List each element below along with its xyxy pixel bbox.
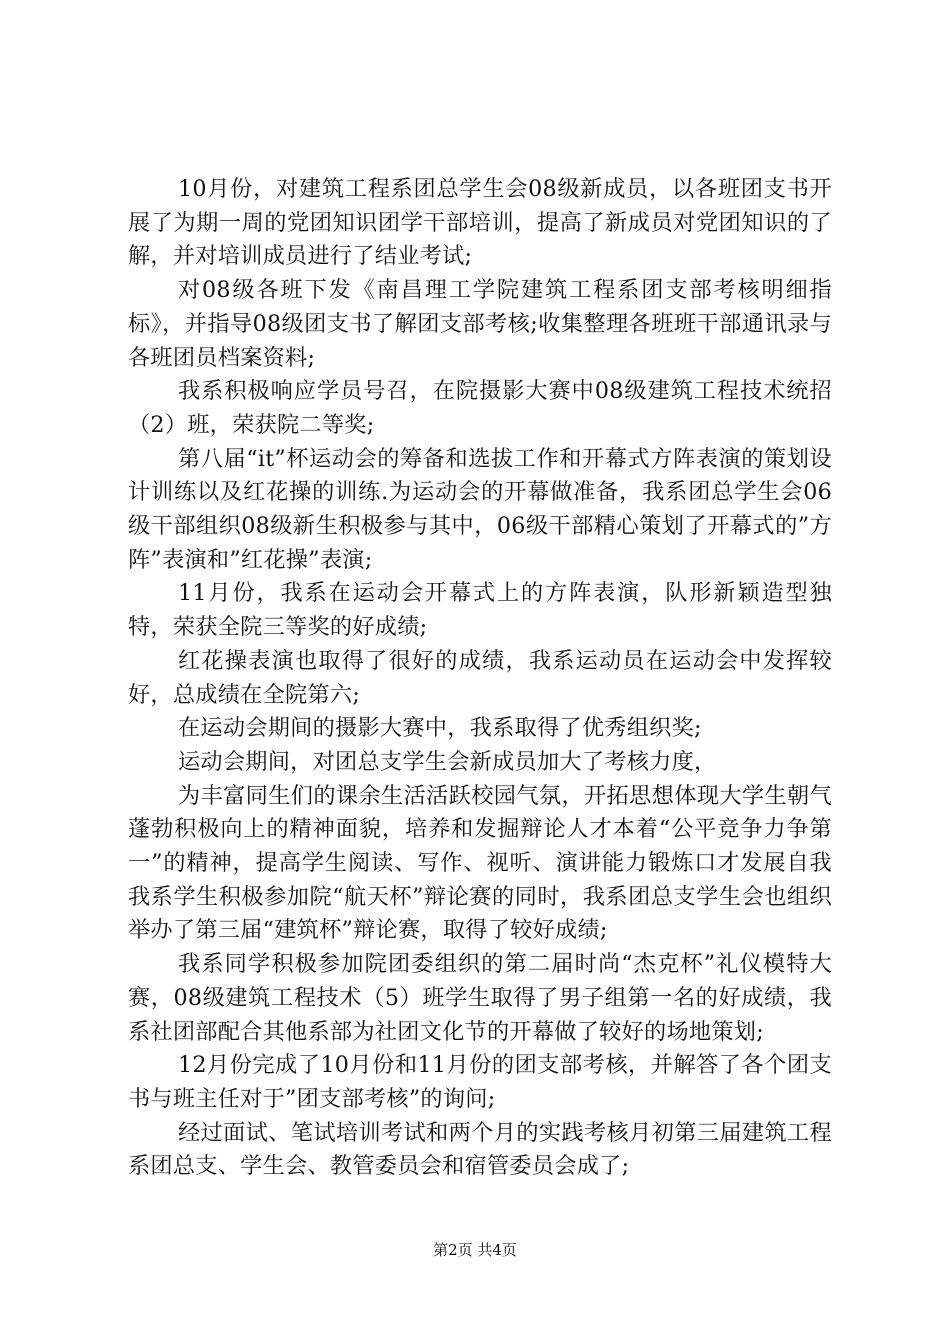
paragraph: 第八届“it”杯运动会的筹备和选拔工作和开幕式方阵表演的策划设计训练以及红花操的训练.为运动会的开幕做准备，我系团总学生会06级干部组织08级新生积极参与其中，06级干部精心策划了开幕式的”方阵”表演和”红花操”表演; (128, 445, 832, 573)
paragraph: 我系同学积极参加院团委组织的第二届时尚“杰克杯”礼仪模特大赛，08级建筑工程技术（5）班学生取得了男子组第一名的好成绩，我系社团部配合其他系部为社团文化节的开幕做了较好的场地策划; (128, 951, 832, 1045)
paragraph: 我系积极响应学员号召，在院摄影大赛中08级建筑工程技术统招（2）班，荣获院二等奖; (128, 378, 832, 438)
paragraph: 在运动会期间的摄影大赛中，我系取得了优秀组织奖; (178, 715, 702, 742)
paragraph: 12月份完成了10月份和11月份的团支部考核，并解答了各个团支书与班主任对于”团支部考核”的询问; (128, 1052, 832, 1112)
paragraph: 对08级各班下发《南昌理工学院建筑工程系团支部考核明细指标》，并指导08级团支书了解团支部考核;收集整理各班班干部通讯录与各班团员档案资料; (128, 277, 832, 371)
paragraph: 经过面试、笔试培训考试和两个月的实践考核月初第三届建筑工程系团总支、学生会、教管委员会和宿管委员会成了; (128, 1119, 832, 1180)
paragraph: 运动会期间，对团总支学生会新成员加大了考核力度， (178, 748, 717, 775)
paragraph: 红花操表演也取得了很好的成绩，我系运动员在运动会中发挥较好，总成绩在全院第六; (128, 647, 832, 708)
document-body (128, 173, 832, 1184)
page-number-footer: 第2页 共4页 (433, 1241, 517, 1259)
paragraph: 为丰富同生们的课余生活活跃校园气氛，开拓思想体现大学生朝气蓬勃积极向上的精神面貌，培养和发掘辩论人才本着“公平竞争力争第一”的精神，提高学生阅读、写作、视听、演讲能力锻炼口才发展自我我系学生积极参加院“航天杯”辩论赛的同时，我系团总支学生会也组织举办了第三届“建筑杯”辩论赛，取得了较好成绩; (128, 782, 832, 944)
paragraph: 11月份，我系在运动会开幕式上的方阵表演，队形新颖造型独特，荣获全院三等奖的好成绩; (128, 580, 832, 641)
paragraph: 10月份，对建筑工程系团总学生会08级新成员，以各班团支书开展了为期一周的党团知识团学干部培训，提高了新成员对党团知识的了解，并对培训成员进行了结业考试; (128, 176, 832, 270)
